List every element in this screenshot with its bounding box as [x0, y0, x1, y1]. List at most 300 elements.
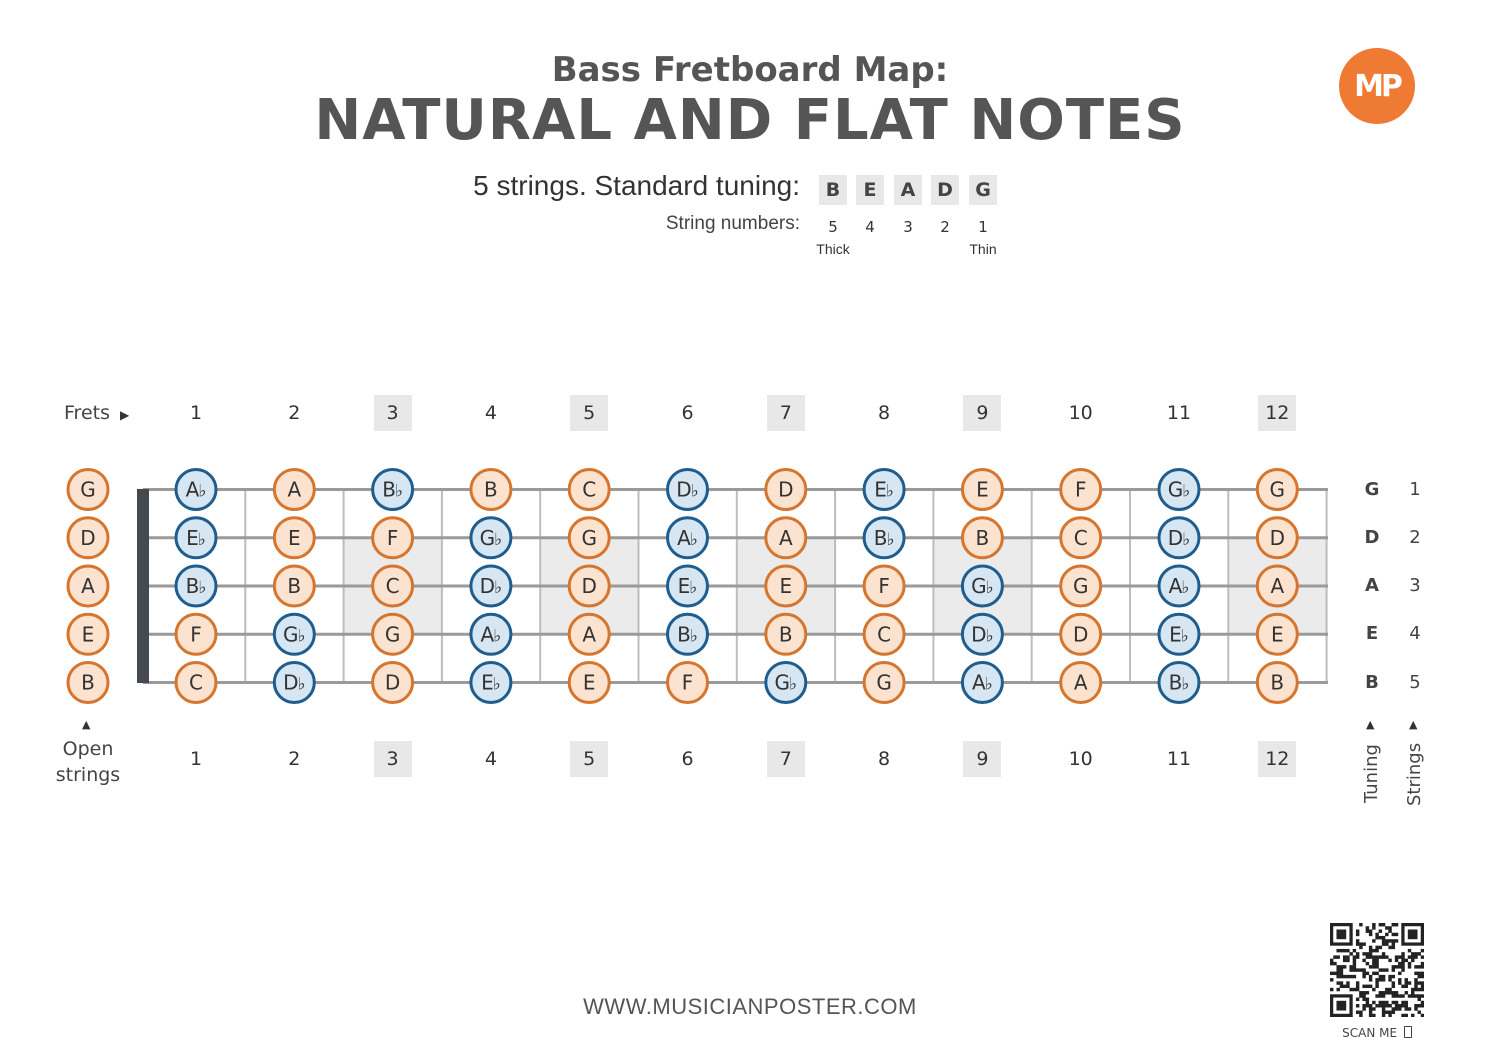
fret-note	[471, 518, 511, 558]
open-string-note	[68, 518, 108, 558]
note-label: G	[1269, 477, 1286, 502]
fret-note	[1257, 470, 1297, 510]
qr-module	[1392, 975, 1395, 978]
qr-module	[1382, 1011, 1385, 1014]
note-label: E♭	[186, 525, 206, 550]
note-label: G	[581, 525, 597, 550]
fret-note	[668, 663, 708, 703]
qr-module	[1421, 1004, 1424, 1007]
qr-module	[1411, 952, 1414, 955]
qr-module	[1395, 955, 1398, 958]
qr-module	[1375, 946, 1378, 949]
string-number-label: 2	[1409, 526, 1421, 548]
note-label: D♭	[1167, 525, 1191, 550]
fret-note	[1257, 518, 1297, 558]
note-label: B	[1270, 670, 1285, 695]
thin-label: Thin	[969, 241, 997, 257]
qr-module	[1356, 981, 1359, 984]
qr-module	[1379, 1001, 1382, 1004]
open-strings-label-line-1: Open	[62, 738, 114, 760]
tuning-label: 5 strings. Standard tuning:	[473, 170, 800, 201]
note-label: F	[681, 670, 694, 695]
note-label: C	[1073, 525, 1088, 550]
qr-module	[1405, 1007, 1408, 1010]
fret-note	[274, 470, 314, 510]
qr-module	[1366, 952, 1369, 955]
qr-module	[1353, 959, 1356, 962]
qr-module	[1369, 1004, 1372, 1007]
qr-module	[1356, 985, 1359, 988]
note-label: G	[876, 670, 892, 695]
note-label: C	[385, 574, 400, 598]
tuning-note-label: G	[1364, 478, 1380, 500]
fret-note	[864, 663, 904, 703]
qr-module	[1418, 981, 1421, 984]
fret-note	[569, 470, 609, 510]
qr-module	[1359, 946, 1362, 949]
qr-module	[1385, 988, 1388, 991]
qr-module	[1401, 1001, 1404, 1004]
qr-module	[1375, 1004, 1378, 1007]
tuning-axis-label: Tuning	[1361, 744, 1382, 803]
string-number: 2	[940, 218, 950, 236]
qr-module	[1408, 949, 1411, 952]
qr-module	[1421, 1014, 1424, 1017]
qr-module	[1375, 959, 1378, 962]
qr-module	[1382, 952, 1385, 955]
qr-module	[1405, 985, 1408, 988]
qr-module	[1346, 981, 1349, 984]
qr-module	[1395, 933, 1398, 936]
fret-note	[373, 470, 413, 510]
qr-module	[1392, 991, 1395, 994]
qr-module	[1388, 1004, 1391, 1007]
qr-module	[1388, 991, 1391, 994]
qr-module	[1372, 972, 1375, 975]
qr-module	[1330, 988, 1333, 991]
open-strings-label-line-2: strings	[55, 764, 121, 786]
note-label: F	[1074, 477, 1087, 502]
qr-module	[1421, 988, 1424, 991]
qr-module	[1418, 975, 1421, 978]
qr-module	[1340, 972, 1343, 975]
qr-module	[1395, 965, 1398, 968]
qr-module	[1401, 959, 1404, 962]
qr-module	[1343, 955, 1346, 958]
qr-module	[1382, 978, 1385, 981]
note-label: E♭	[481, 670, 501, 695]
qr-module	[1414, 972, 1417, 975]
qr-module	[1398, 962, 1401, 965]
qr-module	[1346, 985, 1349, 988]
qr-module	[1405, 1014, 1408, 1017]
note-label: G	[80, 477, 96, 502]
note-label: D	[581, 574, 597, 598]
qr-module	[1418, 952, 1421, 955]
qr-module	[1405, 981, 1408, 984]
qr-module	[1362, 972, 1365, 975]
fret-note	[1061, 518, 1101, 558]
qr-module	[1366, 998, 1369, 1001]
fret-note	[1257, 566, 1297, 606]
fret-note	[962, 470, 1002, 510]
fret-note	[471, 663, 511, 703]
note-label: A	[1270, 574, 1285, 598]
fret-number: 11	[1166, 402, 1192, 424]
string-number: 5	[828, 218, 838, 236]
qr-module	[1398, 955, 1401, 958]
fret-note	[569, 518, 609, 558]
qr-module	[1382, 1014, 1385, 1017]
qr-module	[1359, 968, 1362, 971]
qr-module	[1379, 923, 1382, 926]
note-label: D♭	[971, 622, 994, 647]
qr-module	[1395, 959, 1398, 962]
qr-module	[1388, 926, 1391, 929]
qr-module	[1356, 998, 1359, 1001]
qr-module	[1372, 959, 1375, 962]
note-label: G♭	[774, 670, 798, 695]
qr-module	[1375, 949, 1378, 952]
qr-module	[1385, 1011, 1388, 1014]
qr-module	[1372, 1001, 1375, 1004]
qr-module	[1418, 988, 1421, 991]
qr-module	[1388, 1014, 1391, 1017]
fret-note	[1061, 566, 1101, 606]
fret-note	[668, 614, 708, 654]
qr-module	[1418, 965, 1421, 968]
qr-module	[1414, 994, 1417, 997]
fret-note	[1159, 518, 1199, 558]
tuning-note-label: E	[1365, 623, 1379, 645]
fret-number: 7	[767, 741, 805, 777]
qr-module	[1382, 968, 1385, 971]
strings-axis-label: Strings	[1404, 742, 1425, 806]
qr-module	[1421, 962, 1424, 965]
qr-module	[1356, 968, 1359, 971]
fret-number: 4	[484, 402, 497, 424]
qr-module	[1388, 988, 1391, 991]
qr-module	[1369, 952, 1372, 955]
qr-module	[1408, 965, 1411, 968]
qr-module	[1388, 959, 1391, 962]
qr-module	[1353, 955, 1356, 958]
fret-note	[766, 518, 806, 558]
fret-number: 6	[681, 748, 694, 770]
note-label: E	[1270, 622, 1284, 647]
qr-module	[1375, 936, 1378, 939]
scan-me-label	[1330, 1026, 1424, 1040]
fret-number: 6	[681, 402, 694, 424]
qr-module	[1395, 1001, 1398, 1004]
tuning-note-label: D	[1364, 526, 1380, 548]
fret-number: 5	[570, 395, 608, 431]
note-label: F	[190, 622, 202, 647]
qr-module	[1414, 952, 1417, 955]
qr-module	[1340, 981, 1343, 984]
qr-module	[1418, 994, 1421, 997]
qr-module	[1369, 929, 1372, 932]
qr-module	[1356, 1011, 1359, 1014]
qr-module	[1382, 942, 1385, 945]
qr-module	[1375, 985, 1378, 988]
qr-module	[1336, 972, 1339, 975]
qr-module	[1356, 933, 1359, 936]
note-label: E♭	[677, 574, 698, 598]
qr-module	[1418, 1004, 1421, 1007]
qr-module	[1392, 965, 1395, 968]
note-label: A♭	[480, 622, 502, 647]
qr-module	[1379, 955, 1382, 958]
qr-module	[1346, 955, 1349, 958]
qr-module	[1401, 962, 1404, 965]
qr-module	[1401, 952, 1404, 955]
qr-module	[1392, 1007, 1395, 1010]
qr-module	[1366, 929, 1369, 932]
qr-module	[1392, 968, 1395, 971]
subtitle: Bass Fretboard Map:	[551, 50, 949, 90]
qr-module	[1353, 962, 1356, 965]
fret-number: 11	[1166, 748, 1192, 770]
fret-note	[962, 566, 1002, 606]
fret-note	[1257, 663, 1297, 703]
note-label: G♭	[971, 574, 994, 598]
note-label: G	[1072, 574, 1089, 598]
qr-module	[1366, 972, 1369, 975]
qr-module	[1375, 955, 1378, 958]
qr-module	[1388, 975, 1391, 978]
qr-module	[1411, 955, 1414, 958]
qr-module	[1392, 923, 1395, 926]
qr-module	[1372, 962, 1375, 965]
qr-module	[1421, 985, 1424, 988]
qr-module	[1395, 991, 1398, 994]
note-label: A	[287, 477, 302, 502]
open-strings-label	[48, 736, 128, 788]
note-label: C	[877, 622, 892, 647]
fret-note	[668, 470, 708, 510]
tuning-note-label: B	[1365, 671, 1379, 693]
logo: MP	[1339, 48, 1415, 124]
note-label: E	[582, 670, 596, 695]
qr-module	[1395, 1007, 1398, 1010]
fret-number: 2	[288, 402, 301, 424]
qr-module	[1418, 972, 1421, 975]
qr-module	[1340, 975, 1343, 978]
qr-module	[1336, 955, 1339, 958]
fret-number: 2	[288, 748, 301, 770]
qr-module	[1356, 942, 1359, 945]
qr-module	[1369, 975, 1372, 978]
qr-module	[1336, 949, 1339, 952]
qr-module	[1346, 975, 1349, 978]
tuning-note-label: A	[1365, 575, 1379, 596]
fret-note	[1159, 470, 1199, 510]
note-label: B	[287, 574, 302, 598]
qr-module	[1379, 1004, 1382, 1007]
string-number-label: 1	[1409, 478, 1421, 500]
qr-module	[1392, 1011, 1395, 1014]
qr-module	[1418, 998, 1421, 1001]
qr-module	[1336, 981, 1339, 984]
qr-module	[1366, 985, 1369, 988]
page-title: NATURAL AND FLAT NOTES	[314, 88, 1186, 153]
qr-module	[1362, 959, 1365, 962]
qr-module	[1330, 978, 1333, 981]
qr-module	[1421, 981, 1424, 984]
footer-url[interactable]: WWW.MUSICIANPOSTER.COM	[583, 994, 917, 1019]
qr-module	[1421, 972, 1424, 975]
qr-module	[1356, 939, 1359, 942]
qr-module	[1336, 965, 1339, 968]
qr-module	[1405, 991, 1408, 994]
qr-module	[1349, 965, 1352, 968]
fret-number: 5	[570, 741, 608, 777]
qr-module	[1366, 991, 1369, 994]
qr-module	[1375, 978, 1378, 981]
qr-module	[1385, 968, 1388, 971]
qr-module	[1369, 955, 1372, 958]
qr-module	[1392, 942, 1395, 945]
fret-number: 10	[1068, 402, 1093, 424]
fret-note	[569, 663, 609, 703]
qr-module	[1385, 955, 1388, 958]
qr-module	[1353, 968, 1356, 971]
qr-module	[1372, 1007, 1375, 1010]
fret-number: 3	[374, 395, 412, 431]
qr-module	[1372, 988, 1375, 991]
qr-module	[1405, 1001, 1408, 1004]
fret-note	[373, 518, 413, 558]
qr-module	[1401, 1014, 1404, 1017]
qr-module	[1392, 994, 1395, 997]
qr-module	[1346, 949, 1349, 952]
qr-module	[1395, 1004, 1398, 1007]
qr-module	[1414, 1004, 1417, 1007]
note-label: D♭	[479, 574, 503, 598]
qr-module	[1359, 1014, 1362, 1017]
qr-module	[1388, 978, 1391, 981]
qr-module	[1359, 991, 1362, 994]
fret-note	[176, 566, 216, 606]
open-string-note	[68, 470, 108, 510]
qr-module	[1362, 975, 1365, 978]
fret-number: 1	[189, 748, 203, 770]
fret-note	[373, 614, 413, 654]
open-string-note	[68, 614, 108, 654]
qr-module	[1340, 949, 1343, 952]
note-label: A♭	[185, 477, 207, 502]
qr-module	[1405, 978, 1408, 981]
triangle-up-icon: ▲	[1409, 718, 1418, 731]
fret-note	[274, 663, 314, 703]
note-label: B	[81, 670, 95, 695]
qr-module	[1340, 965, 1343, 968]
qr-module	[1388, 929, 1391, 932]
string-number: 3	[903, 218, 913, 236]
tuning-note: A	[894, 175, 922, 205]
qr-module	[1336, 988, 1339, 991]
note-label: C	[189, 670, 203, 695]
fret-note	[176, 518, 216, 558]
qr-module	[1392, 939, 1395, 942]
qr-module	[1392, 981, 1395, 984]
qr-module	[1375, 994, 1378, 997]
qr-module	[1401, 968, 1404, 971]
fret-note	[1159, 566, 1199, 606]
note-label: B	[778, 622, 793, 647]
fret-note	[766, 566, 806, 606]
qr-module	[1382, 1007, 1385, 1010]
qr-module	[1369, 1014, 1372, 1017]
fret-note	[471, 566, 511, 606]
qr-module	[1421, 965, 1424, 968]
note-label: B♭	[185, 574, 207, 598]
note-label: E	[81, 622, 95, 647]
fret-note	[766, 663, 806, 703]
qr-module	[1333, 972, 1336, 975]
qr-module	[1343, 975, 1346, 978]
qr-module	[1382, 923, 1385, 926]
fret-number: 10	[1068, 748, 1093, 770]
qr-module	[1392, 946, 1395, 949]
note-label: A	[81, 574, 95, 598]
qr-module	[1362, 1007, 1365, 1010]
fret-note	[274, 614, 314, 654]
fret-note	[176, 470, 216, 510]
qr-module	[1385, 1001, 1388, 1004]
fret-number: 4	[484, 748, 497, 770]
fret-note	[471, 470, 511, 510]
qr-module	[1382, 939, 1385, 942]
qr-module	[1375, 981, 1378, 984]
qr-module	[1411, 994, 1414, 997]
qr-module	[1343, 949, 1346, 952]
qr-module	[1382, 1001, 1385, 1004]
tuning-note: D	[931, 175, 959, 205]
qr-module	[1382, 936, 1385, 939]
fret-note	[962, 663, 1002, 703]
string-number-label: 5	[1409, 671, 1421, 693]
qr-module	[1372, 955, 1375, 958]
qr-module	[1349, 988, 1352, 991]
note-label: A	[778, 525, 793, 550]
qr-module	[1372, 926, 1375, 929]
fret-note	[668, 518, 708, 558]
qr-module	[1333, 955, 1336, 958]
qr-module	[1375, 933, 1378, 936]
open-string-note	[68, 566, 108, 606]
note-label: B♭	[873, 525, 895, 550]
qr-code[interactable]	[1330, 923, 1424, 1017]
qr-module	[1414, 985, 1417, 988]
qr-module	[1398, 978, 1401, 981]
qr-module	[1379, 991, 1382, 994]
qr-module	[1401, 985, 1404, 988]
qr-module	[1385, 933, 1388, 936]
qr-module	[1349, 975, 1352, 978]
qr-module	[1369, 978, 1372, 981]
qr-module	[1375, 972, 1378, 975]
note-label: A	[582, 622, 597, 647]
qr-module	[1379, 978, 1382, 981]
note-label: E♭	[1169, 622, 1189, 647]
qr-module	[1353, 965, 1356, 968]
qr-module	[1401, 955, 1404, 958]
qr-module	[1414, 981, 1417, 984]
qr-module	[1395, 939, 1398, 942]
note-label: B♭	[1168, 670, 1190, 695]
